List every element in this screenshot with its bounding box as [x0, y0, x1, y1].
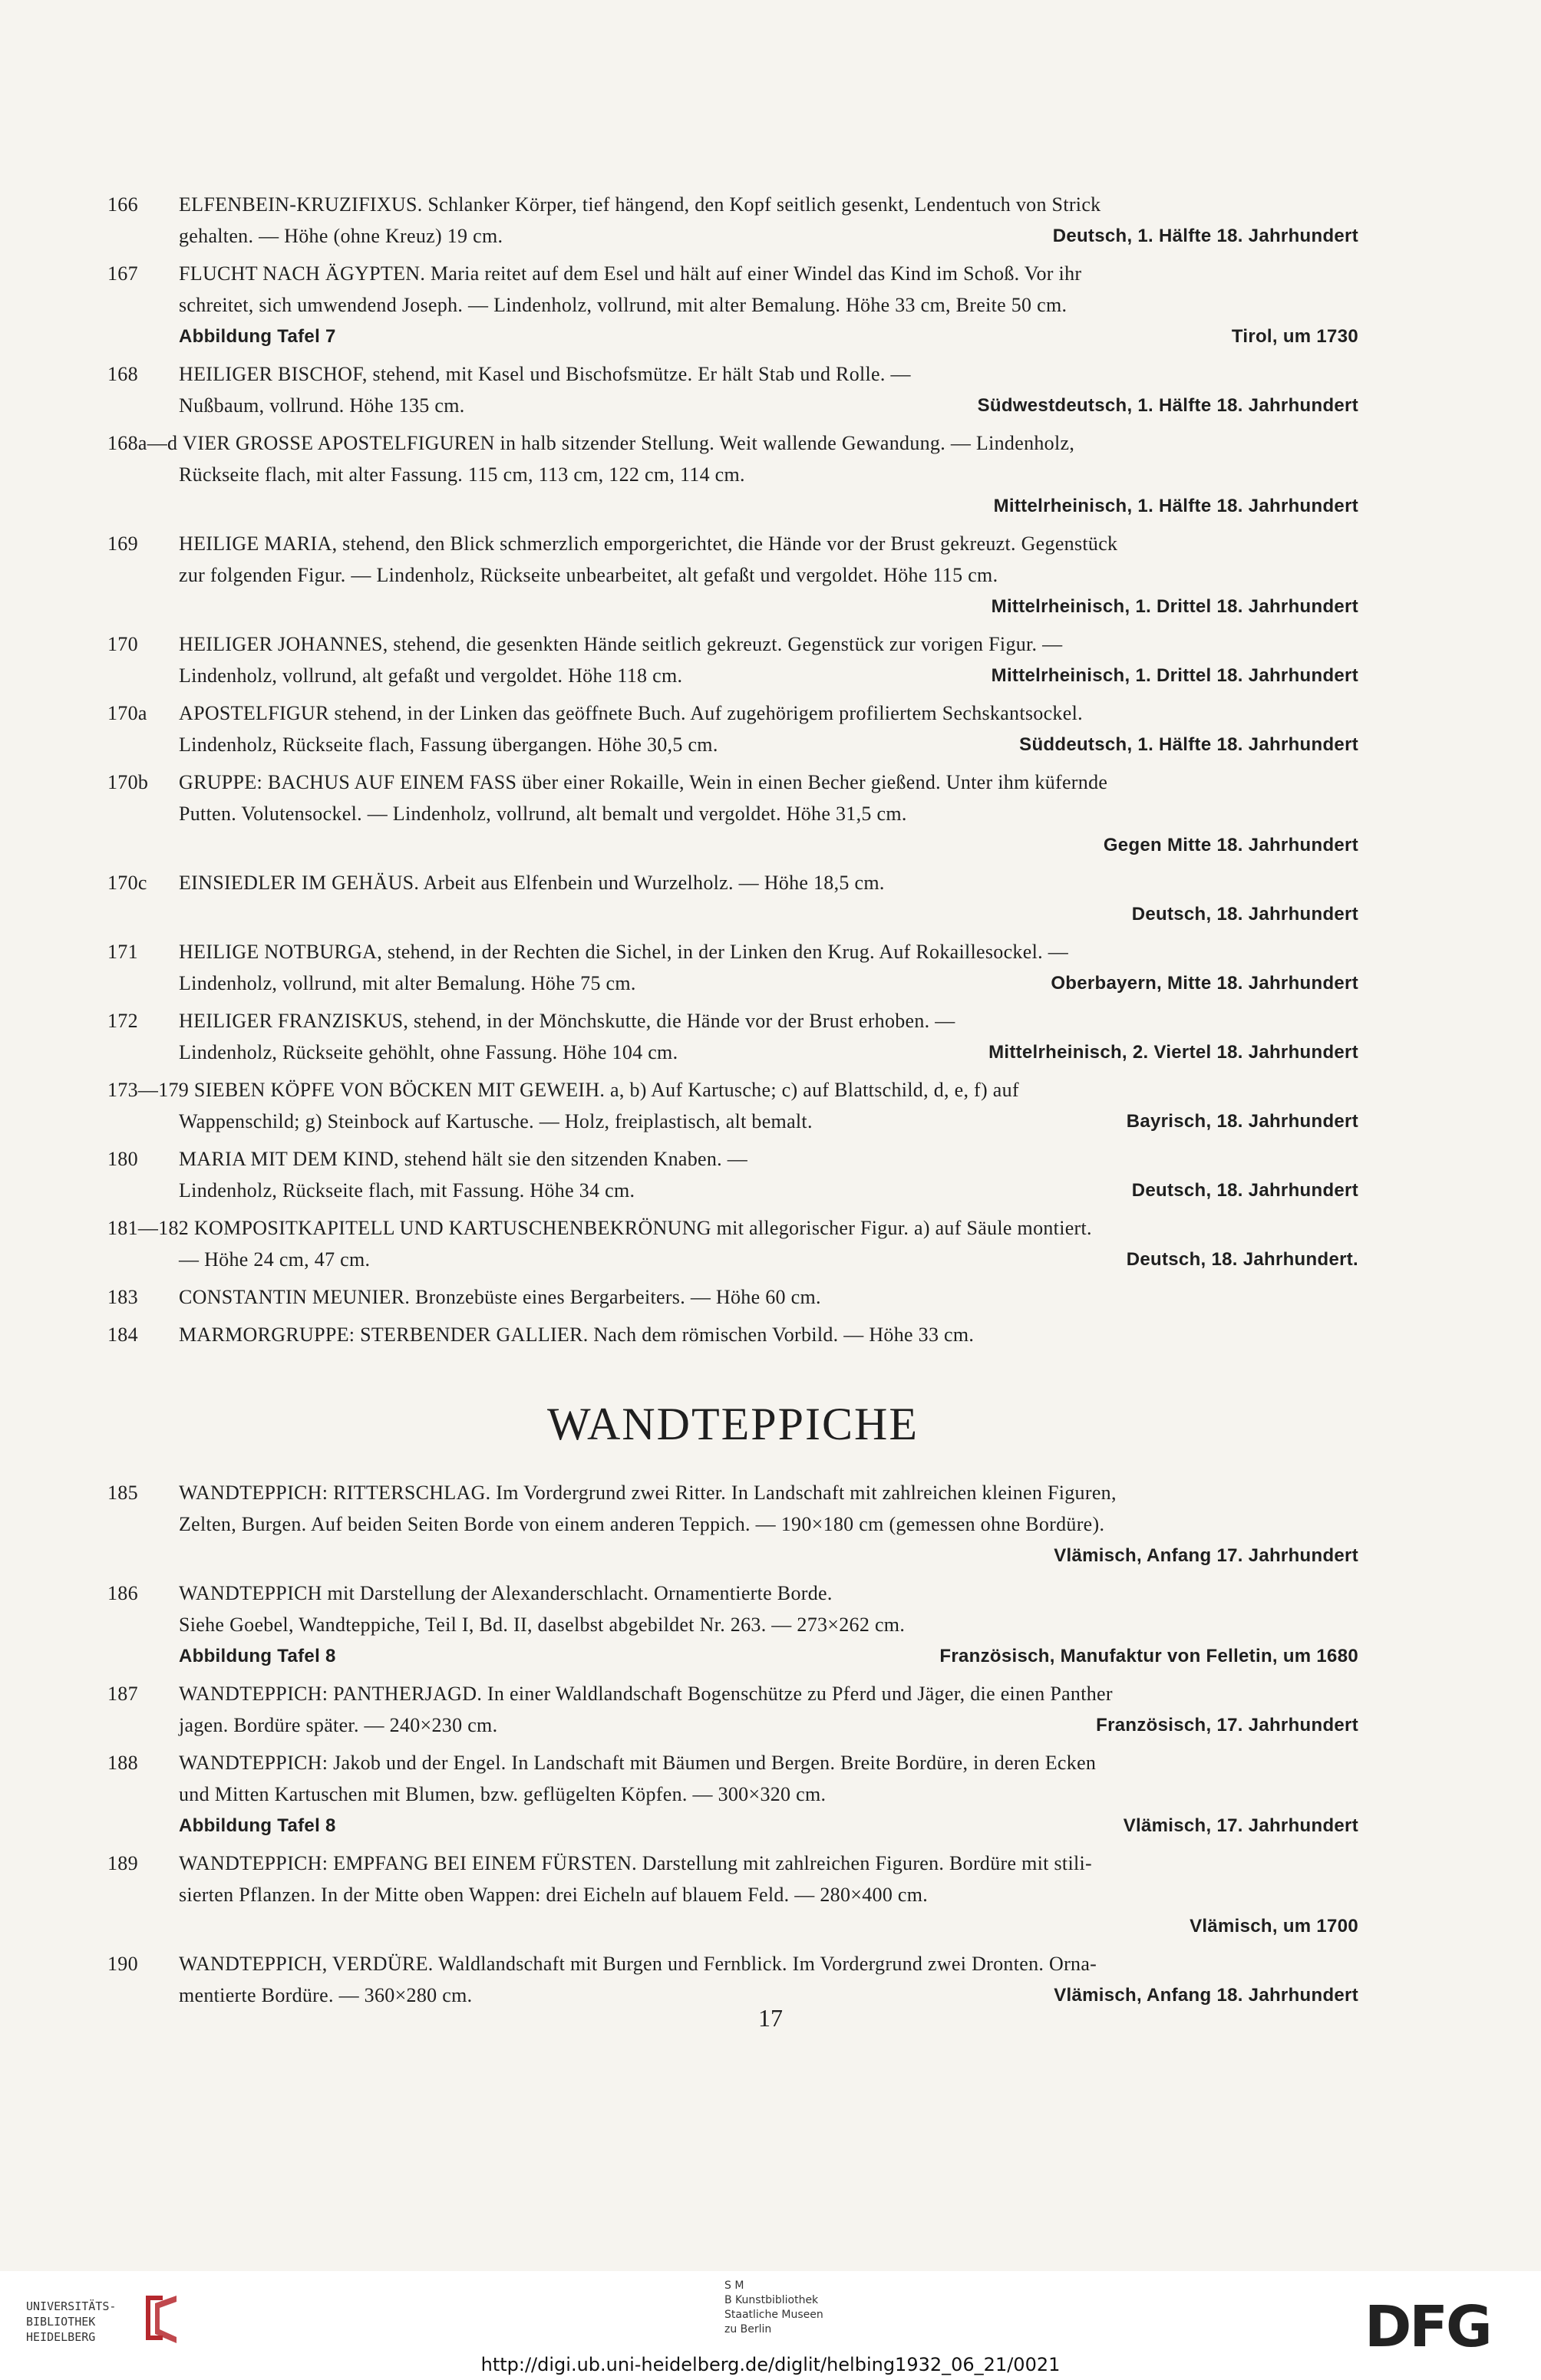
catalog-entry	[107, 1948, 1358, 2011]
catalog-entry	[107, 1281, 1358, 1313]
entry-line	[179, 1640, 1358, 1672]
entry-text: Lindenholz, Rückseite gehöhlt, ohne Fassung. Höhe 104 cm.	[179, 1041, 678, 1063]
entry-number: 184	[107, 1324, 138, 1346]
entry-attribution: Deutsch, 18. Jahrhundert.	[1126, 1249, 1358, 1270]
entry-line	[179, 1508, 1358, 1540]
entry-text: SIEBEN KÖPFE VON BÖCKEN MIT GEWEIH. a, b) Auf Kartusche; c) auf Blattschild, d, e, f) auf	[193, 1079, 1019, 1101]
entry-number: 183	[107, 1286, 138, 1308]
uni-line: UNIVERSITÄTS-	[26, 2299, 117, 2313]
entry-line	[179, 1477, 1358, 1508]
entry-line	[107, 1074, 1358, 1106]
entry-number: 189	[107, 1852, 138, 1874]
entry-text: FLUCHT NACH ÄGYPTEN. Maria reitet auf dem Esel und hält auf einer Windel das Kind im Schoß. Vor ihr	[179, 262, 1082, 285]
entry-text: Rückseite flach, mit alter Fassung. 115 cm, 113 cm, 122 cm, 114 cm.	[179, 463, 745, 486]
entry-text: schreitet, sich umwendend Joseph. — Lindenholz, vollrund, mit alter Bemalung. Höhe 33 cm, Breite 50 cm.	[179, 294, 1067, 316]
entry-line	[179, 1910, 1358, 1942]
dfg-logo: DFG	[1364, 2294, 1490, 2360]
catalog-entries	[107, 189, 1358, 2017]
entry-line	[179, 1281, 1358, 1313]
entry-line	[179, 189, 1358, 220]
entries-bottom	[107, 1477, 1358, 2011]
entry-line	[179, 1709, 1358, 1741]
catalog-entry	[107, 358, 1358, 421]
entry-line	[179, 1879, 1358, 1910]
entry-line	[179, 358, 1358, 390]
entry-attribution: Südwestdeutsch, 1. Hälfte 18. Jahrhundert	[977, 395, 1358, 416]
catalog-entry	[107, 867, 1358, 930]
entry-line	[179, 1319, 1358, 1350]
entry-text: jagen. Bordüre später. — 240×230 cm.	[179, 1714, 498, 1736]
catalog-entry	[107, 1577, 1358, 1672]
entry-text: KOMPOSITKAPITELL UND KARTUSCHENBEKRÖNUNG mit allegorischer Figur. a) auf Säule montiert.	[193, 1217, 1092, 1239]
entry-text: Lindenholz, Rückseite flach, Fassung übergangen. Höhe 30,5 cm.	[179, 733, 718, 756]
uni-line: HEIDELBERG	[26, 2330, 96, 2344]
catalog-entry	[107, 1848, 1358, 1942]
sm-line: B Kunstbibliothek	[724, 2294, 819, 2306]
catalog-entry	[107, 1477, 1358, 1571]
entry-text: gehalten. — Höhe (ohne Kreuz) 19 cm.	[179, 225, 503, 247]
entry-number: 190	[107, 1953, 138, 1975]
entry-attribution: Vlämisch, um 1700	[1190, 1916, 1358, 1937]
catalog-entry	[107, 628, 1358, 691]
entry-number: 172	[107, 1010, 138, 1032]
entry-attribution: Deutsch, 1. Hälfte 18. Jahrhundert	[1052, 226, 1358, 246]
entry-text: Lindenholz, vollrund, mit alter Bemalung. Höhe 75 cm.	[179, 972, 636, 994]
entry-line	[179, 1037, 1358, 1068]
entry-line	[179, 1005, 1358, 1037]
entry-attribution: Oberbayern, Mitte 18. Jahrhundert	[1051, 973, 1358, 994]
entry-text: HEILIGER JOHANNES, stehend, die gesenkten Hände seitlich gekreuzt. Gegenstück zur vorigen Figur. —	[179, 633, 1063, 655]
entry-text: HEILIGE MARIA, stehend, den Blick schmerzlich emporgerichtet, die Hände vor der Brust gekreuzt. Gegenstück	[179, 532, 1118, 555]
entry-number: 181—182	[107, 1217, 190, 1239]
entry-text: Abbildung Tafel 8	[179, 1815, 336, 1836]
entry-text: sierten Pflanzen. In der Mitte oben Wappen: drei Eicheln auf blauem Feld. — 280×400 cm.	[179, 1884, 929, 1906]
entry-line	[179, 528, 1358, 559]
entry-text: WANDTEPPICH: RITTERSCHLAG. Im Vordergrund zwei Ritter. In Landschaft mit zahlreichen kleinen Figuren,	[179, 1482, 1117, 1504]
entry-number: 169	[107, 532, 138, 555]
entry-line	[179, 729, 1358, 760]
page-number: 17	[758, 2004, 783, 2032]
entry-text: HEILIGER BISCHOF, stehend, mit Kasel und Bischofsmütze. Er hält Stab und Rolle. —	[179, 363, 911, 385]
entry-line	[179, 628, 1358, 660]
entry-text: — Höhe 24 cm, 47 cm.	[179, 1248, 371, 1271]
sm-line: S M	[724, 2279, 744, 2292]
catalog-entry	[107, 528, 1358, 622]
entry-line	[179, 1540, 1358, 1571]
entry-attribution: Tirol, um 1730	[1231, 326, 1358, 347]
entry-attribution: Mittelrheinisch, 1. Hälfte 18. Jahrhundert	[993, 496, 1358, 516]
entry-line	[179, 1747, 1358, 1778]
entry-line	[179, 898, 1358, 930]
entry-number: 170b	[107, 771, 149, 793]
entry-number: 168a—d	[107, 432, 178, 454]
entry-number: 170c	[107, 872, 147, 894]
entry-text: ELFENBEIN-KRUZIFIXUS. Schlanker Körper, tief hängend, den Kopf seitlich gesenkt, Lendentuch von Strick	[179, 193, 1101, 216]
kunstbibliothek-label	[724, 2279, 823, 2337]
entry-attribution: Bayrisch, 18. Jahrhundert	[1126, 1111, 1358, 1132]
entry-line	[179, 1143, 1358, 1175]
entry-number: 171	[107, 941, 138, 963]
entry-line	[179, 1778, 1358, 1810]
entry-attribution: Vlämisch, 17. Jahrhundert	[1123, 1815, 1358, 1836]
entry-number: 187	[107, 1683, 138, 1705]
entry-line	[179, 798, 1358, 829]
entry-line	[179, 967, 1358, 999]
catalog-entry	[107, 189, 1358, 252]
entry-attribution: Mittelrheinisch, 2. Viertel 18. Jahrhundert	[988, 1042, 1358, 1063]
entry-attribution: Deutsch, 18. Jahrhundert	[1131, 1180, 1358, 1201]
entry-text: MARMORGRUPPE: STERBENDER GALLIER. Nach dem römischen Vorbild. — Höhe 33 cm.	[179, 1324, 975, 1346]
university-logo-icon	[140, 2293, 186, 2346]
entry-number: 168	[107, 363, 138, 385]
entry-text: Lindenholz, Rückseite flach, mit Fassung. Höhe 34 cm.	[179, 1179, 635, 1202]
entry-text: MARIA MIT DEM KIND, stehend hält sie den sitzenden Knaben. —	[179, 1148, 748, 1170]
entry-line	[179, 490, 1358, 522]
entry-number: 167	[107, 262, 138, 285]
section-title: WANDTEPPICHE	[547, 1399, 919, 1449]
entry-attribution: Süddeutsch, 1. Hälfte 18. Jahrhundert	[1019, 734, 1358, 755]
entry-attribution: Französisch, 17. Jahrhundert	[1096, 1715, 1358, 1736]
catalog-entry	[107, 1678, 1358, 1741]
entry-number: 170a	[107, 702, 147, 724]
entry-line	[107, 427, 1358, 459]
catalog-entry	[107, 1005, 1358, 1068]
entry-line	[179, 1848, 1358, 1879]
catalog-entry	[107, 936, 1358, 999]
sm-line: zu Berlin	[724, 2323, 772, 2335]
entry-line	[179, 766, 1358, 798]
entry-line	[179, 321, 1358, 352]
entry-line	[179, 936, 1358, 967]
entry-line	[179, 258, 1358, 289]
entry-text: Wappenschild; g) Steinbock auf Kartusche. — Holz, freiplastisch, alt bemalt.	[179, 1110, 813, 1132]
entry-line	[179, 1106, 1358, 1137]
entry-line	[179, 1948, 1358, 1979]
entry-number: 170	[107, 633, 138, 655]
entry-number: 185	[107, 1482, 138, 1504]
entry-text: CONSTANTIN MEUNIER. Bronzebüste eines Bergarbeiters. — Höhe 60 cm.	[179, 1286, 821, 1308]
catalog-entry	[107, 1143, 1358, 1206]
entry-number: 188	[107, 1752, 138, 1774]
entry-line	[179, 390, 1358, 421]
entry-line	[179, 660, 1358, 691]
entry-line	[107, 1212, 1358, 1244]
entry-number: 166	[107, 193, 138, 216]
entry-line	[179, 1810, 1358, 1841]
entry-line	[179, 697, 1358, 729]
entry-number: 186	[107, 1582, 138, 1604]
university-library-label	[26, 2299, 116, 2345]
uni-line: BIBLIOTHEK	[26, 2315, 96, 2329]
entry-text: mentierte Bordüre. — 360×280 cm.	[179, 1984, 473, 2006]
entry-text: Nußbaum, vollrund. Höhe 135 cm.	[179, 394, 465, 417]
source-url-link[interactable]: http://digi.ub.uni-heidelberg.de/diglit/helbing1932_06_21/0021	[480, 2354, 1061, 2375]
entry-text: Zelten, Burgen. Auf beiden Seiten Borde von einem anderen Teppich. — 190×180 cm (gemessen ohne Bordüre).	[179, 1513, 1105, 1535]
entry-attribution: Französisch, Manufaktur von Felletin, um 1680	[939, 1646, 1358, 1666]
entry-attribution: Deutsch, 18. Jahrhundert	[1131, 904, 1358, 925]
entry-text: WANDTEPPICH mit Darstellung der Alexanderschlacht. Ornamentierte Borde.	[179, 1582, 833, 1604]
entry-text: HEILIGER FRANZISKUS, stehend, in der Mönchskutte, die Hände vor der Brust erhoben. —	[179, 1010, 955, 1032]
entry-text: Putten. Volutensockel. — Lindenholz, vollrund, alt bemalt und vergoldet. Höhe 31,5 cm.	[179, 803, 907, 825]
catalog-entry	[107, 1212, 1358, 1275]
entry-attribution: Mittelrheinisch, 1. Drittel 18. Jahrhundert	[991, 596, 1358, 617]
footer-bar	[0, 2271, 1541, 2380]
entry-attribution: Vlämisch, Anfang 17. Jahrhundert	[1054, 1545, 1358, 1566]
entry-text: Lindenholz, vollrund, alt gefaßt und vergoldet. Höhe 118 cm.	[179, 664, 683, 687]
entry-text: WANDTEPPICH: PANTHERJAGD. In einer Waldlandschaft Bogenschütze zu Pferd und Jäger, die einen Panther	[179, 1683, 1113, 1705]
entry-number: 180	[107, 1148, 138, 1170]
entry-text: WANDTEPPICH: Jakob und der Engel. In Landschaft mit Bäumen und Bergen. Breite Bordüre, in deren Ecken	[179, 1752, 1097, 1774]
entry-line	[179, 1577, 1358, 1609]
entry-line	[179, 867, 1358, 898]
entry-text: APOSTELFIGUR stehend, in der Linken das geöffnete Buch. Auf zugehörigem profiliertem Sechskantsockel.	[179, 702, 1083, 724]
entry-line	[179, 1175, 1358, 1206]
entries-top	[107, 189, 1358, 1350]
entry-text: Abbildung Tafel 8	[179, 1646, 336, 1666]
entry-text: Siehe Goebel, Wandteppiche, Teil I, Bd. II, daselbst abgebildet Nr. 263. — 273×262 cm.	[179, 1614, 906, 1636]
entry-attribution: Gegen Mitte 18. Jahrhundert	[1103, 835, 1358, 855]
catalog-entry	[107, 766, 1358, 861]
entry-line	[179, 459, 1358, 490]
catalog-entry	[107, 1747, 1358, 1841]
catalog-entry	[107, 1074, 1358, 1137]
entry-line	[179, 829, 1358, 861]
entry-text: VIER GROSSE APOSTELFIGUREN in halb sitzender Stellung. Weit wallende Gewandung. — Lindenholz,	[183, 432, 1075, 454]
entry-line	[179, 591, 1358, 622]
catalog-entry	[107, 1319, 1358, 1350]
entry-line	[179, 559, 1358, 591]
entry-text: Abbildung Tafel 7	[179, 326, 336, 347]
entry-text: zur folgenden Figur. — Lindenholz, Rückseite unbearbeitet, alt gefaßt und vergoldet. Höhe 115 cm.	[179, 564, 998, 586]
entry-text: und Mitten Kartuschen mit Blumen, bzw. geflügelten Köpfen. — 300×320 cm.	[179, 1783, 827, 1805]
entry-line	[179, 1244, 1358, 1275]
entry-number: 173—179	[107, 1079, 190, 1101]
entry-text: HEILIGE NOTBURGA, stehend, in der Rechten die Sichel, in der Linken den Krug. Auf Rokaillesockel. —	[179, 941, 1068, 963]
entry-line	[179, 1678, 1358, 1709]
entry-attribution: Vlämisch, Anfang 18. Jahrhundert	[1054, 1985, 1358, 2006]
entry-line	[179, 220, 1358, 252]
entry-text: GRUPPE: BACHUS AUF EINEM FASS über einer Rokaille, Wein in einen Becher gießend. Unter ihm küfernde	[179, 771, 1108, 793]
entry-line	[179, 1609, 1358, 1640]
entry-text: EINSIEDLER IM GEHÄUS. Arbeit aus Elfenbein und Wurzelholz. — Höhe 18,5 cm.	[179, 872, 885, 894]
entry-text: WANDTEPPICH: EMPFANG BEI EINEM FÜRSTEN. Darstellung mit zahlreichen Figuren. Bordüre mit stili-	[179, 1852, 1092, 1874]
catalog-entry	[107, 258, 1358, 352]
entry-line	[179, 289, 1358, 321]
catalog-entry	[107, 427, 1358, 522]
entry-attribution: Mittelrheinisch, 1. Drittel 18. Jahrhundert	[991, 665, 1358, 686]
sm-line: Staatliche Museen	[724, 2309, 823, 2321]
entry-text: WANDTEPPICH, VERDÜRE. Waldlandschaft mit Burgen und Fernblick. Im Vordergrund zwei Dronten. Orna-	[179, 1953, 1097, 1975]
catalog-entry	[107, 697, 1358, 760]
